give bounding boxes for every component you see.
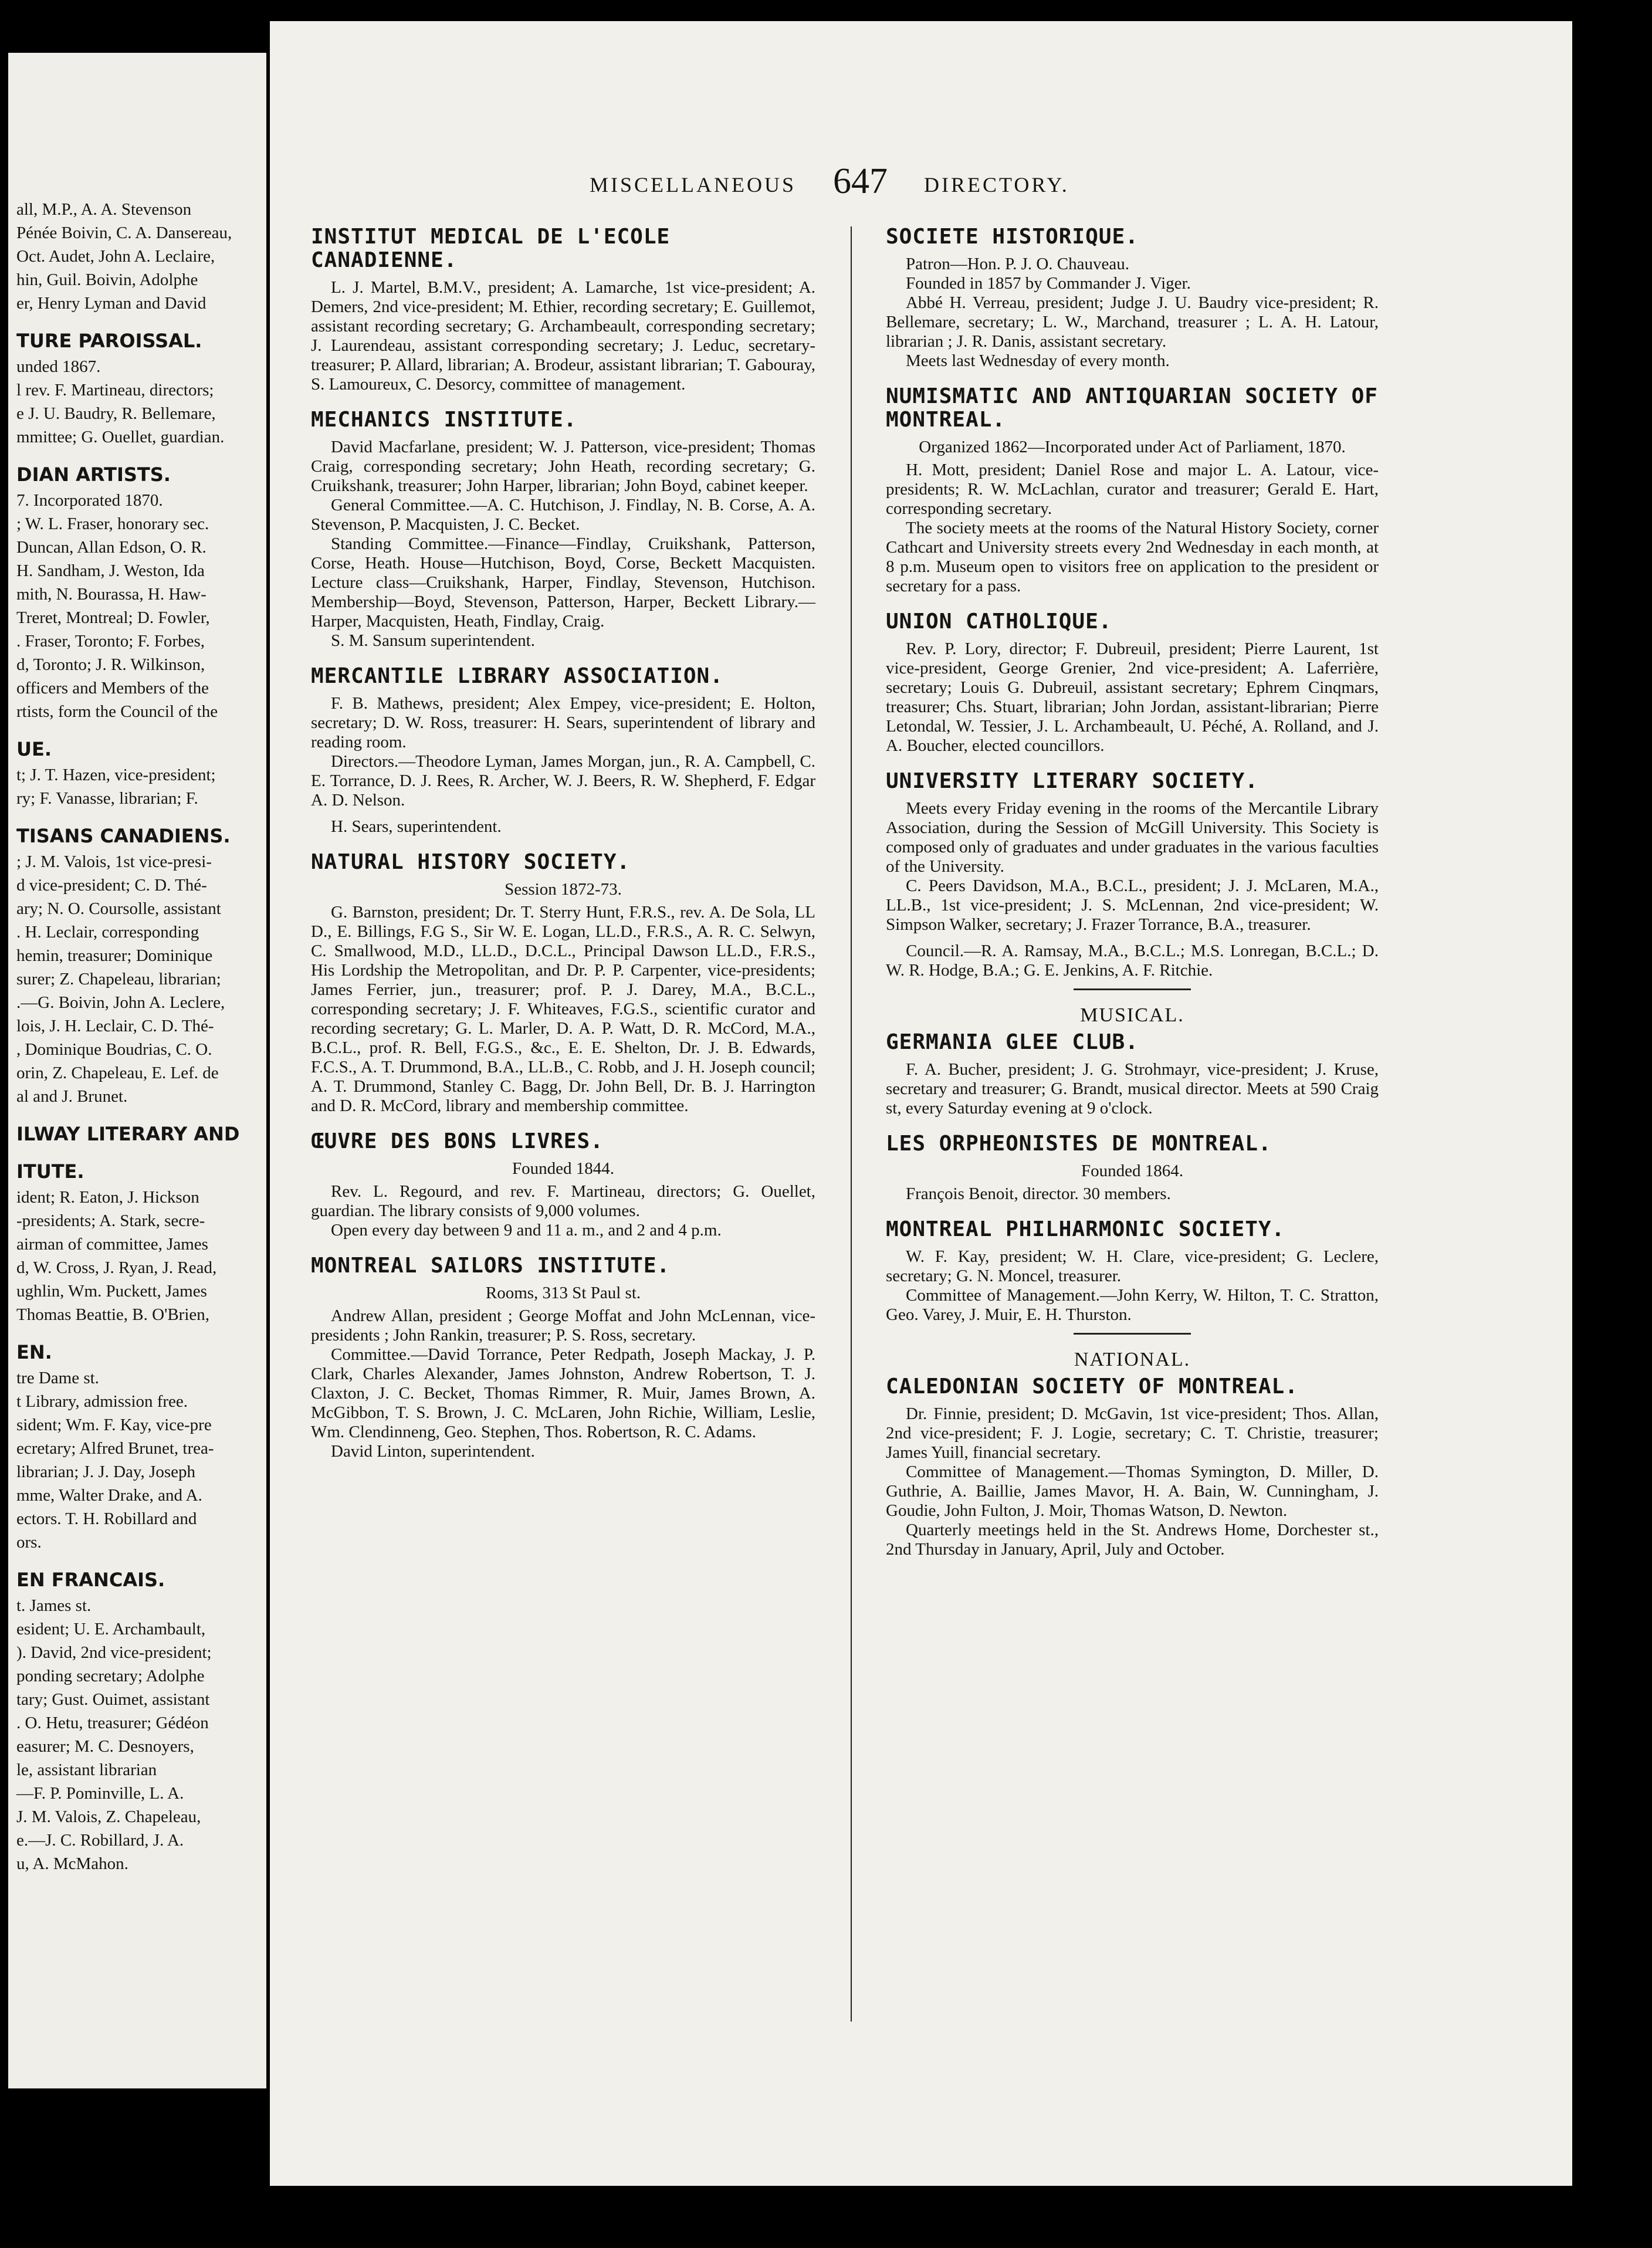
page-header bbox=[270, 161, 1572, 203]
entry-text: Rev. P. Lory, director; F. Dubreuil, president; Pierre Laurent, 1st vice-president, George Grenier, 2nd vice-president; A. Laferrière, secretary; Louis G. Dubreuil, assistant secretary; Ephrem Cinqmars, treasurer; Chs. Stuart, librarian; John Jordan, assistant-librarian; Pierre Letondal, W. Tessier, J. L. Archambeault, U. Péché, A. Rolland, and J. A. Boucher, elected councillors. bbox=[886, 639, 1379, 755]
left-page-line: orin, Z. Chapeleau, E. Lef. de bbox=[16, 1064, 219, 1082]
left-page-line: 7. Incorporated 1870. bbox=[16, 491, 163, 510]
entry-title: MONTREAL PHILHARMONIC SOCIETY. bbox=[886, 1217, 1285, 1241]
section-rule bbox=[1074, 1333, 1191, 1335]
entry-text: Patron—Hon. P. J. O. Chauveau. bbox=[906, 255, 1130, 273]
entry-sailors-institute bbox=[311, 1254, 815, 1461]
entry-text: C. Peers Davidson, M.A., B.C.L., president; J. J. McLaren, M.A., LL.B., 1st vice-president; J. S. McLennan, 2nd vice-president; W. Simpson Walker, secretary; J. Frazer Torrance, B.A., treasurer. bbox=[886, 876, 1379, 934]
entry-text: François Benoit, director. 30 members. bbox=[906, 1184, 1171, 1203]
entry-text: Founded in 1857 by Commander J. Viger. bbox=[906, 274, 1191, 293]
left-page-line: —F. P. Pominville, L. A. bbox=[16, 1784, 184, 1803]
section-rule bbox=[1074, 988, 1191, 990]
entry-text: S. M. Sansum superintendent. bbox=[331, 631, 535, 650]
entry-title: UNION CATHOLIQUE. bbox=[886, 610, 1112, 634]
entry-text: Committee.—David Torrance, Peter Redpath, Joseph Mackay, J. P. Clark, Charles Alexander, James Johnston, Andrew Robertson, T. J. Claxton, J. C. Becket, Thomas Rimmer, R. Muir, James Brown, A. McGibbon, T. S. Brown, J. C. McLaren, John Richie, William, Leslie, Wm. Clendinneng, Geo. Stephen, Thos. Robertson, R. C. Adams. bbox=[311, 1345, 815, 1441]
left-page-line: er, Henry Lyman and David bbox=[16, 294, 206, 313]
left-page-line: Pénée Boivin, C. A. Dansereau, bbox=[16, 224, 232, 242]
entry-text: Andrew Allan, president ; George Moffat and John McLennan, vice-presidents ; John Rankin, treasurer; P. S. Ross, secretary. bbox=[311, 1306, 815, 1345]
left-page-line: tary; Gust. Ouimet, assistant bbox=[16, 1690, 210, 1709]
left-page-line: l rev. F. Martineau, directors; bbox=[16, 381, 214, 400]
left-page-heading: EN FRANCAIS. bbox=[16, 1569, 165, 1591]
left-page-line: Oct. Audet, John A. Leclaire, bbox=[16, 247, 215, 266]
entry-text: Quarterly meetings held in the St. Andrews Home, Dorchester st., 2nd Thursday in January, April, July and October. bbox=[886, 1521, 1379, 1559]
left-page-line: mme, Walter Drake, and A. bbox=[16, 1486, 202, 1505]
left-page-line: Thomas Beattie, B. O'Brien, bbox=[16, 1305, 209, 1324]
entry-title: MONTREAL SAILORS INSTITUTE. bbox=[311, 1254, 671, 1278]
entry-title: CALEDONIAN SOCIETY OF MONTREAL. bbox=[886, 1374, 1298, 1399]
left-page-line: hin, Guil. Boivin, Adolphe bbox=[16, 270, 198, 289]
entry-germania-glee-club bbox=[886, 1031, 1379, 1118]
left-page-heading: TISANS CANADIENS. bbox=[16, 825, 231, 847]
entry-text: Rev. L. Regourd, and rev. F. Martineau, directors; G. Ouellet, guardian. The library consists of 9,000 volumes. bbox=[311, 1182, 815, 1220]
left-page-line: . H. Leclair, corresponding bbox=[16, 923, 199, 942]
left-page-line: airman of committee, James bbox=[16, 1235, 208, 1254]
entry-text: Dr. Finnie, president; D. McGavin, 1st vice-president; Thos. Allan, 2nd vice-president; F. J. Logie, secretary; C. T. Christie, treasurer; James Yuill, financial secretary. bbox=[886, 1404, 1379, 1462]
left-page-heading: ILWAY LITERARY AND bbox=[16, 1123, 240, 1145]
left-page-line: ponding secretary; Adolphe bbox=[16, 1667, 205, 1685]
left-page-line: H. Sandham, J. Weston, Ida bbox=[16, 561, 205, 580]
left-page-line: .—G. Boivin, John A. Leclere, bbox=[16, 993, 225, 1012]
section-heading-musical: MUSICAL. bbox=[1080, 1004, 1184, 1026]
left-page-line: ughlin, Wm. Puckett, James bbox=[16, 1282, 207, 1301]
left-page-line: Treret, Montreal; D. Fowler, bbox=[16, 608, 210, 627]
entry-text: General Committee.—A. C. Hutchison, J. Findlay, N. B. Corse, A. A. Stevenson, P. Macquisten, J. C. Becket. bbox=[311, 496, 815, 534]
left-page-line: officers and Members of the bbox=[16, 679, 209, 698]
left-page-line: ; W. L. Fraser, honorary sec. bbox=[16, 514, 209, 533]
entry-philharmonic-society bbox=[886, 1218, 1379, 1325]
left-page-line: Duncan, Allan Edson, O. R. bbox=[16, 538, 206, 557]
left-page-line: ry; F. Vanasse, librarian; F. bbox=[16, 789, 198, 808]
entry-title: UNIVERSITY LITERARY SOCIETY. bbox=[886, 769, 1258, 793]
entry-founded: Founded 1844. bbox=[512, 1159, 614, 1178]
left-page-line: le, assistant librarian bbox=[16, 1761, 157, 1779]
entry-text: W. F. Kay, president; W. H. Clare, vice-president; G. Leclere, secretary; G. N. Moncel, treasurer. bbox=[886, 1247, 1379, 1285]
left-page-line: J. M. Valois, Z. Chapeleau, bbox=[16, 1807, 201, 1826]
left-page-line: d, W. Cross, J. Ryan, J. Read, bbox=[16, 1258, 217, 1277]
entry-title: GERMANIA GLEE CLUB. bbox=[886, 1030, 1139, 1054]
entry-text: L. J. Martel, B.M.V., president; A. Lamarche, 1st vice-president; A. Demers, 2nd vice-president; M. Ethier, recording secretary; E. Guillemot, assistant recording secretary; G. Archambeault, corresponding secretary; J. Laurendeau, assistant corresponding secretary; J. Leduc, secretary-treasurer; P. Allard, librarian; A. Brodeur, assistant librarian; T. Gabouray, S. Lamoureux, C. Desorcy, committee of management. bbox=[311, 278, 815, 394]
entry-title: INSTITUT MEDICAL DE L'ECOLE CANADIENNE. bbox=[311, 225, 671, 272]
entry-text: H. Mott, president; Daniel Rose and major L. A. Latour, vice-presidents; R. W. McLachlan, curator and treasurer; Gerald E. Hart, corresponding secretary. bbox=[886, 461, 1379, 518]
entry-text: Committee of Management.—John Kerry, W. Hilton, T. C. Stratton, Geo. Varey, J. Muir, E. H. Thurston. bbox=[886, 1286, 1379, 1324]
left-page-line: t; J. T. Hazen, vice-president; bbox=[16, 766, 216, 784]
entry-founded: Founded 1864. bbox=[1081, 1162, 1183, 1180]
left-page-line: e J. U. Baudry, R. Bellemare, bbox=[16, 404, 216, 423]
left-page-line: mmittee; G. Ouellet, guardian. bbox=[16, 428, 225, 446]
entry-text: F. A. Bucher, president; J. G. Strohmayr, vice-president; J. Kruse, secretary and treasurer; G. Brandt, musical director. Meets at 590 Craig st, every Saturday evening at 9 o'clock. bbox=[886, 1060, 1379, 1118]
left-page-line: e.—J. C. Robillard, J. A. bbox=[16, 1831, 184, 1850]
entry-title: NUMISMATIC AND ANTIQUARIAN SOCIETY OF MONTREAL. bbox=[886, 384, 1378, 432]
entry-text: Meets every Friday evening in the rooms of the Mercantile Library Association, during the Session of McGill University. This Society is composed only of graduates and under graduates in the various faculties of the University. bbox=[886, 799, 1379, 876]
entry-text: G. Barnston, president; Dr. T. Sterry Hunt, F.R.S., rev. A. De Sola, LL D., E. Billings, F.G S., Sir W. E. Logan, LL.D., F.R.S., A. R. C. Selwyn, C. Smallwood, M.D., LL.D., D.C.L., Principal Dawson LL.D., F.R.S., His Lordship the Metropolitan, and Dr. P. P. Carpenter, vice-presidents; James Ferrier, jun., treasurer; prof. P. J. Darey, M.A., B.C.L., corresponding secretary; J. F. Whiteaves, F.G.S., scientific curator and recording secretary; G. L. Marler, D. A. P. Watt, D. R. McCord, M.A., B.C.L., prof. R. Bell, F.G.S., &c., E. E. Shelton, Dr. J. B. Edwards, F.C.S., A. T. Drummond, B.A., LL.B., C. Robb, and J. H. Joseph council; A. T. Drummond, Stanley C. Bagg, Dr. John Bell, Dr. B. J. Harrington and D. R. McCord, library and membership committee. bbox=[311, 903, 815, 1115]
entry-text: Standing Committee.—Finance—Findlay, Cruikshank, Patterson, Corse, Heath. House—Hutchison, Boyd, Corse, Beckett Macquisten. Lecture class—Cruikshank, Harper, Findlay, Stevenson, Hutchison. Membership—Boyd, Stevenson, Patterson, Harper, Beckett Library.—Harper, Macquisten, Heath, Findlay, Craig. bbox=[311, 534, 815, 631]
left-page-line: ors. bbox=[16, 1533, 42, 1552]
left-page-line: ; J. M. Valois, 1st vice-presi- bbox=[16, 852, 212, 871]
entry-organized: Organized 1862—Incorporated under Act of Parliament, 1870. bbox=[919, 438, 1346, 456]
entry-caledonian-society bbox=[886, 1375, 1379, 1559]
entry-text: Directors.—Theodore Lyman, James Morgan, jun., R. A. Campbell, C. E. Torrance, D. J. Rees, R. Archer, W. J. Beers, R. W. Shepherd, F. Edgar A. D. Nelson. bbox=[311, 752, 815, 810]
entry-title: NATURAL HISTORY SOCIETY. bbox=[311, 850, 631, 874]
entry-text: Committee of Management.—Thomas Symington, D. Miller, D. Guthrie, A. Baillie, James Mavor, H. A. Bain, W. Cunningham, J. Goudie, John Fulton, J. Moir, Thomas Watson, D. Newton. bbox=[886, 1462, 1379, 1520]
entry-mercantile-library bbox=[311, 665, 815, 837]
left-page-line: . Fraser, Toronto; F. Forbes, bbox=[16, 632, 205, 651]
left-page-line: t. James st. bbox=[16, 1596, 92, 1615]
left-page-line: ectors. T. H. Robillard and bbox=[16, 1509, 197, 1528]
entry-oeuvre-bons-livres bbox=[311, 1130, 815, 1240]
left-page-line: unded 1867. bbox=[16, 357, 101, 376]
left-page-line: mith, N. Bourassa, H. Haw- bbox=[16, 585, 206, 604]
entry-text: David Macfarlane, president; W. J. Patterson, vice-president; Thomas Craig, corresponding secretary; John Heath, recording secretary; G. Cruikshank, treasurer; John Harper, librarian; John Boyd, cabinet keeper. bbox=[311, 438, 815, 495]
entry-text: H. Sears, superintendent. bbox=[331, 817, 502, 836]
column-left bbox=[311, 225, 815, 1461]
header-left-word: MISCELLANEOUS bbox=[590, 173, 797, 197]
entry-university-literary bbox=[886, 770, 1379, 980]
left-page-line: ary; N. O. Coursolle, assistant bbox=[16, 899, 221, 918]
left-page-heading: ITUTE. bbox=[16, 1160, 84, 1183]
entry-title: ŒUVRE DES BONS LIVRES. bbox=[311, 1129, 604, 1153]
left-page-line: . O. Hetu, treasurer; Gédéon bbox=[16, 1714, 209, 1732]
entry-text: F. B. Mathews, president; Alex Empey, vice-president; E. Holton, secretary; D. W. Ross, treasurer: H. Sears, superintendent of library and reading room. bbox=[311, 694, 815, 751]
left-page-line: ). David, 2nd vice-president; bbox=[16, 1643, 212, 1662]
entry-numismatic-society bbox=[886, 385, 1379, 596]
left-page-line: all, M.P., A. A. Stevenson bbox=[16, 200, 192, 219]
entry-text: David Linton, superintendent. bbox=[331, 1442, 535, 1461]
left-page-column bbox=[8, 199, 266, 1877]
entry-title: SOCIETE HISTORIQUE. bbox=[886, 225, 1139, 249]
entry-session: Session 1872-73. bbox=[505, 880, 622, 899]
left-page-heading: TURE PAROISSAL. bbox=[16, 330, 202, 352]
entry-societe-historique bbox=[886, 225, 1379, 371]
left-page-line: surer; Z. Chapeleau, librarian; bbox=[16, 970, 221, 988]
left-page-line: d vice-president; C. D. Thé- bbox=[16, 876, 207, 895]
left-page-line: -presidents; A. Stark, secre- bbox=[16, 1211, 205, 1230]
left-page-fragment bbox=[8, 53, 266, 2088]
entry-text: Meets last Wednesday of every month. bbox=[906, 351, 1170, 370]
left-page-heading: DIAN ARTISTS. bbox=[16, 463, 171, 486]
left-page-line: rtists, form the Council of the bbox=[16, 702, 218, 721]
entry-institut-medical bbox=[311, 225, 815, 394]
entry-text: The society meets at the rooms of the Natural History Society, corner Cathcart and University streets every 2nd Wednesday in each month, at 8 p.m. Museum open to visitors free on application to the president or secretary for a pass. bbox=[886, 519, 1379, 595]
left-page-line: easurer; M. C. Desnoyers, bbox=[16, 1737, 194, 1756]
left-page-line: sident; Wm. F. Kay, vice-pre bbox=[16, 1416, 212, 1434]
left-page-line: d, Toronto; J. R. Wilkinson, bbox=[16, 655, 205, 674]
main-page bbox=[270, 21, 1572, 2186]
entry-natural-history-society bbox=[311, 851, 815, 1116]
left-page-line: ident; R. Eaton, J. Hickson bbox=[16, 1188, 199, 1207]
left-page-line: u, A. McMahon. bbox=[16, 1854, 128, 1873]
entry-rooms: Rooms, 313 St Paul st. bbox=[485, 1284, 641, 1302]
left-page-line: lois, J. H. Leclair, C. D. Thé- bbox=[16, 1017, 214, 1035]
entry-text: Council.—R. A. Ramsay, M.A., B.C.L.; M.S. Lonregan, B.C.L.; D. W. R. Hodge, B.A.; G. E. Jenkins, A. F. Ritchie. bbox=[886, 942, 1379, 980]
entry-title: LES ORPHEONISTES DE MONTREAL. bbox=[886, 1132, 1272, 1156]
left-page-line: librarian; J. J. Day, Joseph bbox=[16, 1462, 195, 1481]
left-page-line: tre Dame st. bbox=[16, 1369, 99, 1387]
left-page-line: hemin, treasurer; Dominique bbox=[16, 946, 213, 965]
left-page-line: , Dominique Boudrias, C. O. bbox=[16, 1040, 212, 1059]
entry-text: Open every day between 9 and 11 a. m., and 2 and 4 p.m. bbox=[331, 1221, 722, 1240]
entry-orpheonistes bbox=[886, 1132, 1379, 1204]
column-divider bbox=[851, 226, 852, 2022]
header-right-word: DIRECTORY. bbox=[924, 173, 1069, 197]
left-page-line: esident; U. E. Archambault, bbox=[16, 1620, 206, 1638]
entry-mechanics-institute bbox=[311, 408, 815, 651]
entry-title: MERCANTILE LIBRARY ASSOCIATION. bbox=[311, 664, 723, 688]
left-page-heading: UE. bbox=[16, 738, 52, 760]
entry-title: MECHANICS INSTITUTE. bbox=[311, 408, 577, 432]
left-page-heading: EN. bbox=[16, 1341, 52, 1363]
left-page-line: t Library, admission free. bbox=[16, 1392, 188, 1411]
left-page-line: ecretary; Alfred Brunet, trea- bbox=[16, 1439, 214, 1458]
column-right bbox=[886, 225, 1379, 1559]
left-page-line: al and J. Brunet. bbox=[16, 1087, 128, 1106]
page-number: 647 bbox=[833, 161, 888, 201]
section-heading-national: NATIONAL. bbox=[1074, 1349, 1191, 1370]
entry-text: Abbé H. Verreau, president; Judge J. U. Baudry vice-president; R. Bellemare, secretary; L. W., Marchand, treasurer ; L. A. H. Latour, librarian ; J. R. Danis, assistant secretary. bbox=[886, 293, 1379, 351]
entry-union-catholique bbox=[886, 610, 1379, 756]
